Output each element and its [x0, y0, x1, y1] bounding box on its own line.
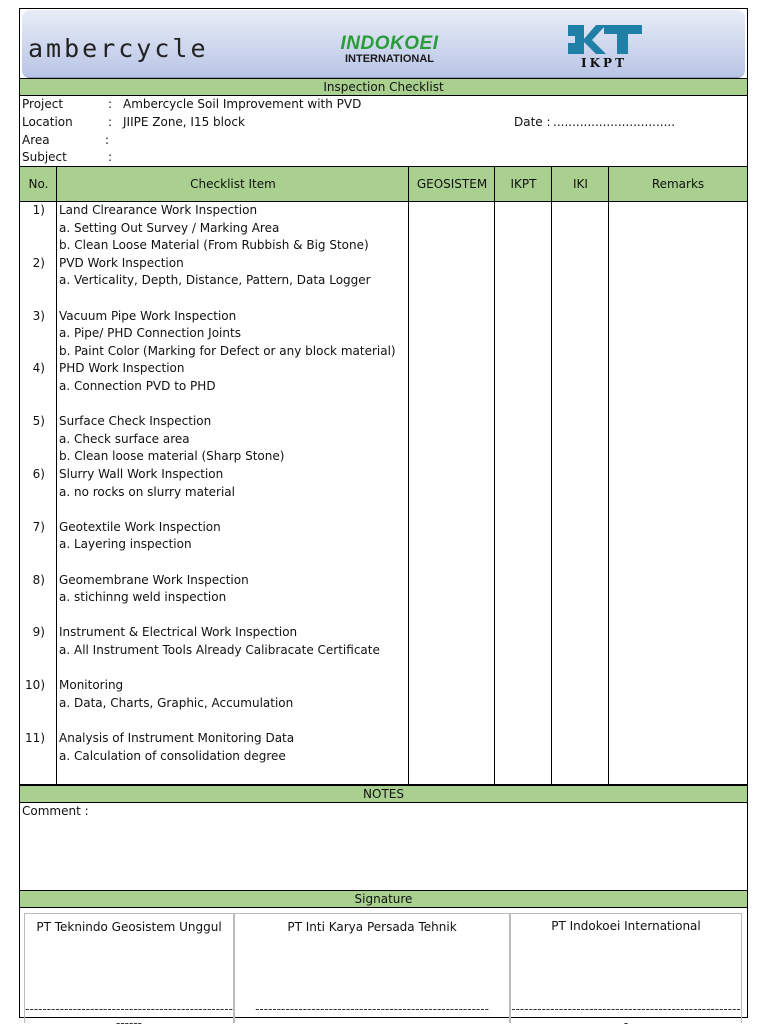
item-subtask: b. Paint Color (Marking for Defect or any block material)	[59, 343, 396, 358]
comment-area[interactable]	[20, 820, 747, 890]
item-number: 8)	[32, 572, 45, 587]
column-divider	[551, 166, 552, 785]
col-ikpt: IKPT	[510, 177, 537, 191]
item-number: 2)	[32, 255, 45, 270]
signature-party-name: PT Indokoei International	[551, 919, 701, 933]
item-subtask: a. Verticality, Depth, Distance, Pattern, Data Logger	[59, 273, 371, 288]
item-number: 9)	[32, 625, 45, 640]
area-colon: :	[105, 133, 110, 147]
item-subtask: a. Layering inspection	[59, 537, 192, 552]
indokoei-logo-text: INDOKOEI	[340, 33, 439, 54]
item-subtask: a. Calculation of consolidation degree	[59, 748, 286, 763]
area-label: Area	[22, 133, 50, 147]
item-title: Instrument & Electrical Work Inspection	[59, 625, 298, 640]
comment-label: Comment :	[22, 804, 89, 818]
project-label: Project	[22, 97, 64, 111]
col-remarks: Remarks	[651, 177, 705, 191]
item-title: Geomembrane Work Inspection	[59, 572, 249, 587]
item-title: Monitoring	[59, 678, 124, 693]
col-geosistem: GEOSISTEM	[416, 177, 488, 191]
item-subtask: a. stichinng weld inspection	[59, 590, 227, 605]
subject-colon: :	[108, 150, 113, 164]
item-number: 10)	[25, 678, 45, 693]
item-number: 6)	[32, 467, 45, 481]
item-subtask: a. no rocks on slurry material	[59, 484, 235, 499]
item-number: 7)	[32, 519, 45, 534]
ikpt-logo	[566, 23, 642, 69]
indokoei-logo	[322, 34, 457, 65]
signature-party-name: PT Teknindo Geosistem Unggul	[36, 920, 222, 934]
item-number: 1)	[32, 203, 45, 217]
ambercycle-logo: ambercycle	[28, 34, 209, 63]
item-subtask: a. All Instrument Tools Already Calibracate Certificate	[59, 643, 380, 657]
item-subtask: a. Pipe/ PHD Connection Joints	[59, 326, 241, 341]
checklist-title: Inspection Checklist	[20, 78, 747, 96]
signature-box-ikpt[interactable]	[234, 913, 510, 1023]
item-subtask: b. Clean loose material (Sharp Stone)	[59, 449, 285, 464]
item-subtask: b. Clean Loose Material (From Rubbish & Big Stone)	[59, 238, 369, 253]
signature-party-name: PT Inti Karya Persada Tehnik	[287, 920, 457, 934]
column-divider	[494, 166, 495, 785]
subject-label: Subject	[22, 150, 67, 164]
signature-title: Signature	[20, 890, 747, 908]
item-number: 11)	[25, 731, 45, 745]
signature-box-geosistem[interactable]	[24, 913, 234, 1030]
location-label: Location	[22, 115, 73, 129]
indokoei-logo-subtext: INTERNATIONAL	[344, 53, 434, 65]
ikpt-logo-text: IKPT	[581, 56, 627, 69]
date-value[interactable]: ................................	[553, 115, 676, 129]
column-divider	[56, 166, 57, 785]
item-title: PHD Work Inspection	[59, 361, 185, 376]
location-colon: :	[108, 115, 113, 129]
signature-line: ------------------------------------------------------	[25, 1002, 233, 1030]
col-iki: IKI	[573, 177, 588, 191]
item-subtask: a. Setting Out Survey / Marking Area	[59, 220, 280, 235]
location-value: JIIPE Zone, I15 block	[123, 115, 245, 129]
item-title: PVD Work Inspection	[59, 255, 184, 270]
item-number: 5)	[32, 414, 45, 429]
signature-line: ------------------------------------------------------	[255, 1002, 489, 1016]
item-title: Analysis of Instrument Monitoring Data	[59, 731, 295, 745]
item-subtask: a. Check surface area	[59, 431, 190, 446]
column-divider	[408, 166, 409, 785]
item-number: 3)	[32, 308, 45, 323]
notes-title: NOTES	[20, 785, 747, 803]
item-subtask: a. Data, Charts, Graphic, Accumulation	[59, 695, 294, 710]
date-label: Date :	[514, 115, 551, 129]
item-title: Slurry Wall Work Inspection	[59, 467, 224, 481]
project-value: Ambercycle Soil Improvement with PVD	[123, 97, 362, 111]
checklist-table-header	[20, 166, 747, 202]
signature-box-indokoei[interactable]	[510, 913, 742, 1030]
item-number: 4)	[32, 361, 45, 376]
item-title: Land Clrearance Work Inspection	[59, 203, 258, 217]
col-checklist-item: Checklist Item	[190, 177, 276, 191]
project-colon: :	[108, 97, 113, 111]
item-title: Geotextile Work Inspection	[59, 519, 221, 534]
signature-line: ------------------------------------------------------	[511, 1002, 741, 1030]
item-title: Surface Check Inspection	[59, 414, 212, 429]
column-divider	[608, 166, 609, 785]
item-title: Vacuum Pipe Work Inspection	[59, 308, 237, 323]
item-subtask: a. Connection PVD to PHD	[59, 379, 216, 393]
col-no: No.	[28, 177, 49, 191]
